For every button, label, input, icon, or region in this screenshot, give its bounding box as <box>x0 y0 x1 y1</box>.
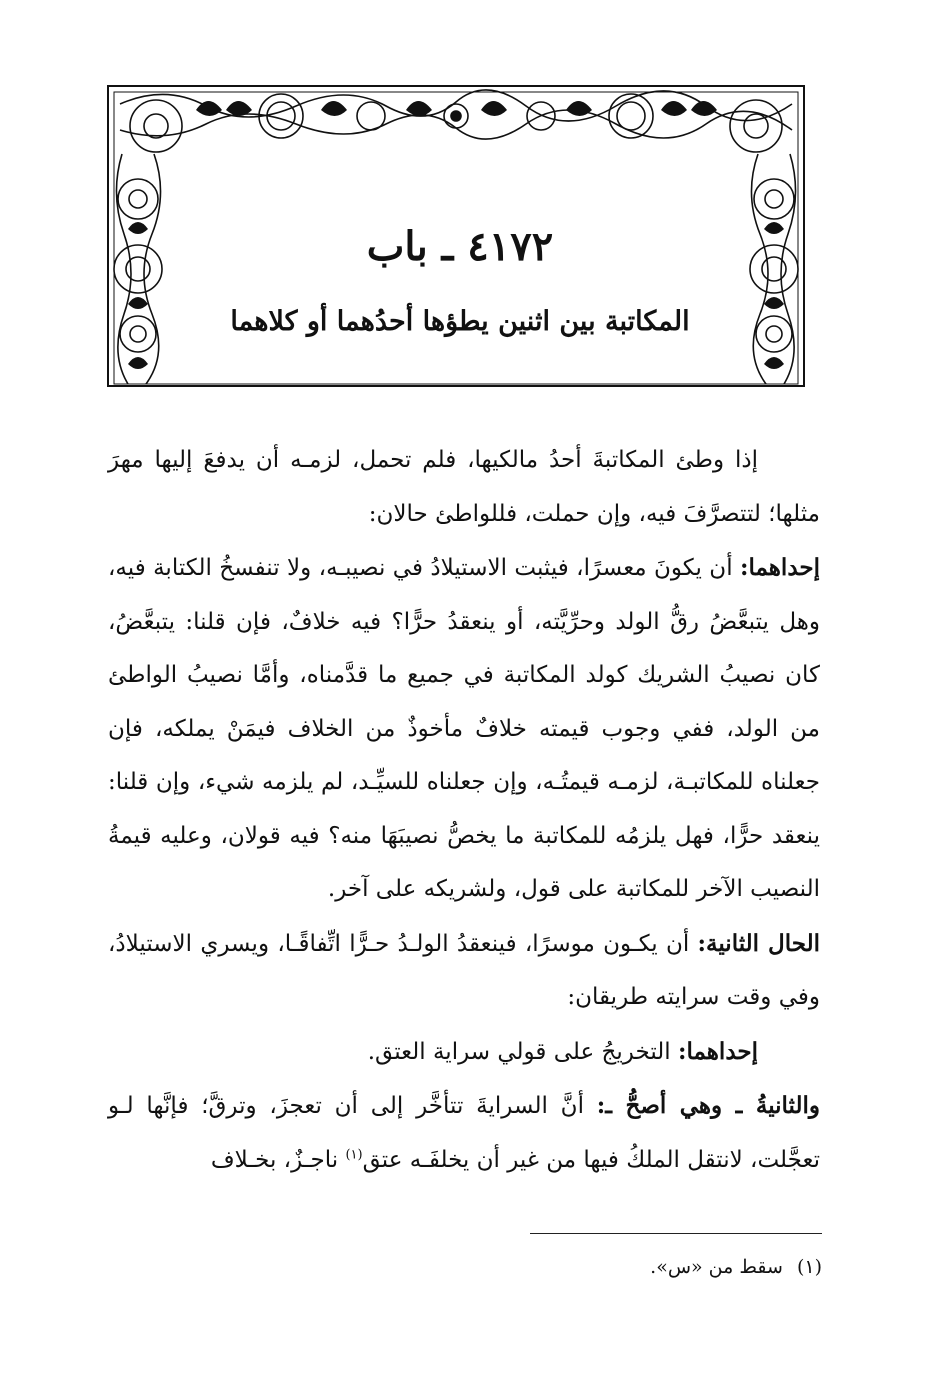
paragraph-2 <box>108 541 820 917</box>
chapter-number-heading: ٤١٧٢ ـ باب <box>366 223 554 270</box>
footnote-marker[interactable]: (١) <box>345 1146 363 1162</box>
paragraph-4-lead: إحداهما: <box>678 1037 758 1065</box>
paragraph-5 <box>108 1079 820 1187</box>
paragraph-4 <box>108 1025 820 1080</box>
main-text <box>108 434 820 1187</box>
paragraph-3-lead: الحال الثانية: <box>697 929 820 957</box>
paragraph-5-text-b: ناجـزٌ، بخـلاف <box>210 1146 346 1173</box>
paragraph-5-lead: والثانيةُ ـ وهي أصحُّ ـ: <box>596 1092 821 1119</box>
chapter-title: المكاتبة بين اثنين يطؤها أحدُهما أو كلاهما <box>230 306 690 337</box>
footnote-text: سقط من «س». <box>650 1256 783 1278</box>
paragraph-4-text: التخريجُ على قولي سراية العتق. <box>367 1038 678 1065</box>
paragraph-3 <box>108 917 820 1025</box>
footnote-number: (١) <box>796 1256 822 1278</box>
paragraph-1: إذا وطئ المكاتبةَ أحدُ مالكيها، فلم تحمل، لزمـه أن يدفعَ إليها مهرَ مثلها؛ لتتصرَّفَ فيه، وإن حملت، فللواطئ حالان: <box>108 447 820 527</box>
paragraph-2-lead: إحداهما: <box>740 554 820 581</box>
paragraph-2-text: أن يكونَ معسرًا، فيثبت الاستيلادُ في نصيبـه، ولا تنفسخُ الكتابة فيه، وهل يتبعَّضُ رقُّ الولد وحرِّيَّته، أو ينعقدُ حرًّا؟ فيه خلافٌ، فإن قلنا: يتبعَّضُ، كان نصيبُ الشريك كولد المكاتبة في جميع ما قدَّمناه، وأمَّا نصيبُ الواطئ من الولد، ففي وجوب قيمته خلافٌ مأخوذٌ من الخلاف فيمَنْ يملكه، فإن جعلناه للمكاتبـة، لزمـه قيمتُـه، وإن جعلناه للسيِّـد، لم يلزمه شيء، وإن قلنا: ينعقد حرًّا، فهل يلزمُه للمكاتبة ما يخصُّ نصيبَهَا منه؟ فيه قولان، وعليه قيمةُ النصيب الآخر للمكاتبة على قول، ولشريكه على آخر. <box>108 555 820 902</box>
paragraph-5-text-a: أنَّ السرايةَ تتأخَّر إلى أن تعجزَ، وترقَّ؛ فإنَّها لـو تعجَّلت، لانتقل الملكُ فيها من غير أن يخلفَـه عتق <box>108 1093 820 1173</box>
paragraph-3-text: أن يكـون موسرًا، فينعقدُ الولـدُ حـرًّا اتِّفاقًـا، ويسري الاستيلادُ، وفي وقت سرايته طريقان: <box>108 930 820 1010</box>
footnote-divider <box>530 1233 822 1234</box>
footnote <box>440 1252 822 1282</box>
